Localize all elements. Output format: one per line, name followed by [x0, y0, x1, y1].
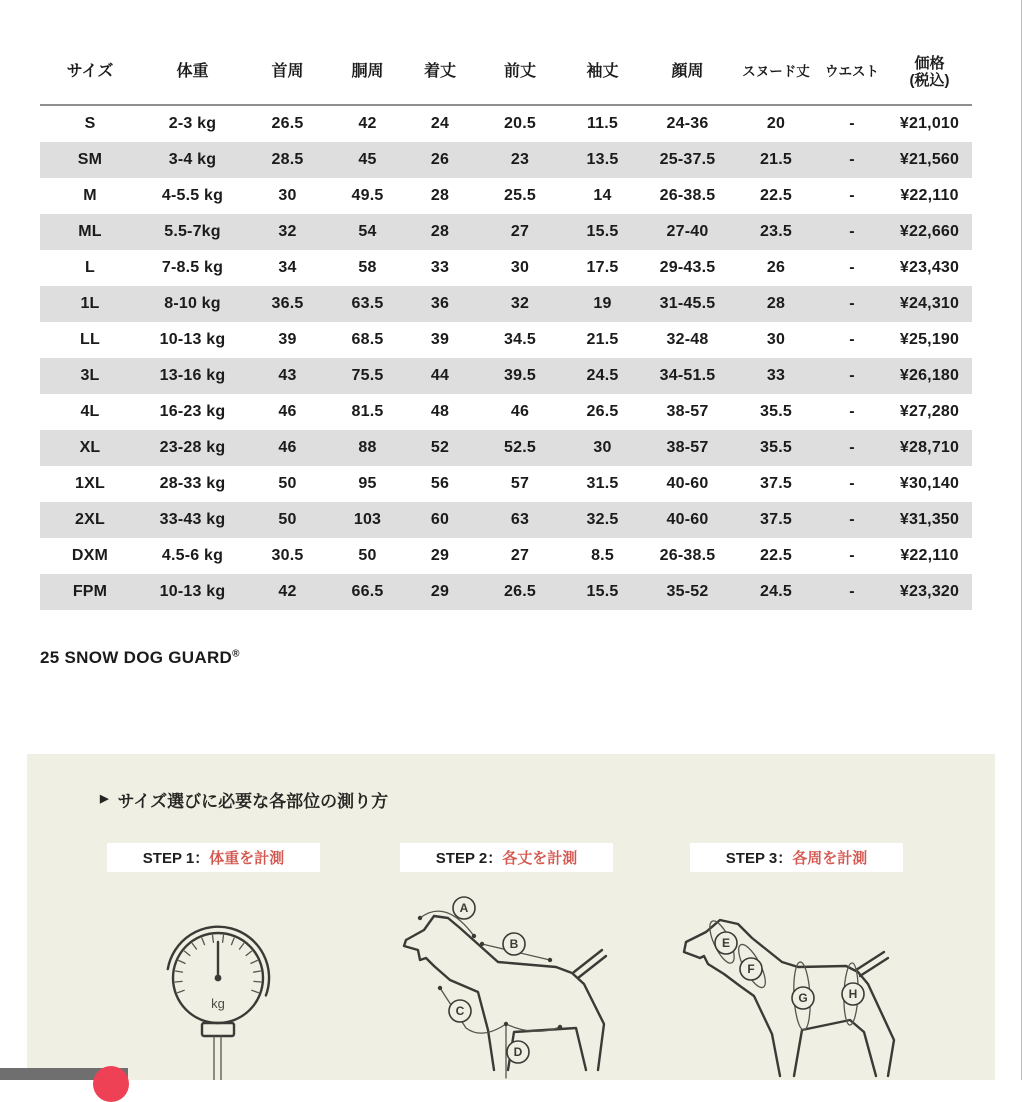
table-cell: 27 [510, 547, 530, 564]
table-cell: 30 [593, 439, 612, 456]
table-cell: 1XL [75, 475, 105, 492]
table-cell: S [84, 115, 96, 132]
table-cell: 39 [278, 331, 297, 348]
table-cell: - [849, 259, 855, 276]
table-cell: 34-51.5 [659, 367, 716, 384]
table-cell: 25-37.5 [659, 151, 716, 168]
table-cell: 81.5 [351, 403, 384, 420]
dog-girth-diagram [670, 890, 970, 1080]
table-row [40, 430, 972, 466]
table-cell: 27 [510, 223, 530, 240]
table-cell: 10-13 kg [159, 331, 226, 348]
table-cell: 32-48 [666, 331, 709, 348]
scale-tick [231, 938, 234, 944]
table-cell: 35.5 [760, 403, 792, 420]
measure-dot [438, 986, 442, 990]
table-cell: ¥23,320 [899, 583, 960, 600]
table-cell: - [849, 547, 855, 564]
registered-mark: ® [232, 648, 240, 660]
table-cell: 4L [80, 403, 100, 420]
table-cell: - [849, 475, 855, 492]
table-cell: 24.5 [586, 367, 619, 384]
table-cell: 3-4 kg [168, 151, 217, 168]
table-cell: 28 [430, 187, 450, 204]
scale-tick [246, 951, 251, 955]
measure-dot [480, 942, 484, 946]
table-cell: 23.5 [760, 223, 792, 240]
measure-dot [548, 958, 552, 962]
step3-box [690, 843, 903, 872]
table-cell: ¥22,110 [900, 187, 959, 204]
table-row [40, 214, 972, 250]
table-cell: 26-38.5 [659, 187, 716, 204]
table-cell: 4-5.5 kg [161, 187, 224, 204]
table-row [40, 394, 972, 430]
column-header: 袖丈 [586, 62, 619, 80]
table-cell: 29 [430, 547, 450, 564]
scale-tick [254, 981, 261, 982]
table-cell: 15.5 [586, 223, 619, 240]
scale-tick [175, 981, 182, 982]
scale-tick [254, 971, 261, 972]
step1-desc: 体重を計測 [209, 850, 285, 867]
step2-box [400, 843, 613, 872]
step1-label: STEP 1： [142, 850, 210, 867]
table-cell: 50 [278, 511, 297, 528]
table-cell: 30 [510, 259, 530, 276]
scale-tick [251, 961, 257, 964]
table-cell: 46 [510, 403, 530, 420]
table-cell: ¥25,190 [899, 331, 960, 348]
table-cell: 22.5 [760, 547, 792, 564]
scale-tick [178, 990, 185, 992]
dog-tail [856, 952, 888, 976]
table-cell: - [849, 583, 855, 600]
table-cell: 58 [358, 259, 377, 276]
table-cell: 35.5 [760, 439, 792, 456]
table-cell: 75.5 [351, 367, 384, 384]
table-cell: - [849, 187, 855, 204]
table-cell: 11.5 [586, 115, 619, 132]
table-cell: 34.5 [504, 331, 536, 348]
table-cell: 28.5 [271, 151, 304, 168]
label-e: E [721, 936, 731, 950]
table-cell: 21.5 [586, 331, 619, 348]
table-cell: ¥27,280 [899, 403, 960, 420]
table-cell: DXM [71, 547, 109, 564]
table-cell: 42 [278, 583, 297, 600]
table-row [40, 538, 972, 574]
table-cell: 39 [430, 331, 450, 348]
table-cell: FPM [72, 583, 108, 600]
table-cell: ¥21,010 [899, 115, 960, 132]
table-cell: - [849, 403, 855, 420]
table-cell: 46 [278, 439, 297, 456]
table-cell: 26.5 [271, 115, 304, 132]
column-header: 着丈 [423, 62, 456, 80]
table-cell: 10-13 kg [159, 583, 226, 600]
table-cell: ¥28,710 [899, 439, 960, 456]
table-cell: 37.5 [760, 511, 792, 528]
label-h: H [848, 987, 858, 1001]
table-cell: ¥22,660 [899, 223, 960, 240]
table-cell: L [85, 259, 95, 276]
table-cell: 33 [766, 367, 786, 384]
table-cell: 32 [510, 295, 530, 312]
table-cell: 16-23 kg [159, 403, 226, 420]
table-cell: 25.5 [504, 187, 536, 204]
table-cell: 23 [510, 151, 530, 168]
table-cell: ¥31,350 [899, 511, 960, 528]
table-cell: SM [77, 151, 103, 168]
product-caption-text: 25 SNOW DOG GUARD [40, 648, 233, 667]
scale-tick [202, 938, 205, 944]
size-chart-header [40, 40, 972, 105]
table-cell: - [849, 151, 855, 168]
dog-tail [574, 950, 606, 978]
table-cell: 27-40 [666, 223, 709, 240]
table-cell: - [849, 439, 855, 456]
table-cell: 4.5-6 kg [161, 547, 224, 564]
table-cell: 20 [766, 115, 786, 132]
table-cell: 50 [358, 547, 377, 564]
scale-tick [252, 990, 259, 992]
table-row [40, 358, 972, 394]
scale-tick [213, 935, 214, 942]
table-cell: 33-43 kg [159, 511, 226, 528]
scale-base [202, 1023, 234, 1036]
column-header: 体重 [176, 62, 209, 80]
scale-unit-label: kg [211, 996, 225, 1011]
table-cell: - [849, 115, 855, 132]
scale-tick [239, 944, 243, 950]
dog-length-diagram [390, 880, 690, 1080]
table-cell: 31-45.5 [659, 295, 716, 312]
table-cell: 3L [80, 367, 100, 384]
table-cell: 57 [510, 475, 530, 492]
table-cell: 46 [278, 403, 297, 420]
table-cell: 60 [430, 511, 450, 528]
table-cell: 103 [353, 511, 382, 528]
table-cell: 24 [430, 115, 450, 132]
column-header: スヌード丈 [742, 64, 810, 80]
table-cell: ¥21,560 [899, 151, 960, 168]
step3-label: STEP 3： [725, 850, 793, 867]
product-caption [40, 648, 240, 668]
table-cell: 5.5-7kg [164, 223, 221, 240]
table-cell: 2-3 kg [168, 115, 217, 132]
table-cell: 26 [766, 259, 786, 276]
table-cell: 21.5 [760, 151, 792, 168]
scale-tick [192, 944, 196, 950]
table-cell: 30.5 [271, 547, 304, 564]
table-cell: 40-60 [666, 511, 709, 528]
table-cell: 29-43.5 [659, 259, 716, 276]
table-cell: 56 [430, 475, 450, 492]
table-cell: 26-38.5 [659, 547, 716, 564]
table-cell: 26.5 [586, 403, 619, 420]
table-cell: 36.5 [271, 295, 304, 312]
table-row [40, 105, 972, 142]
table-cell: 50 [278, 475, 297, 492]
table-cell: 30 [278, 187, 297, 204]
table-cell: 31.5 [586, 475, 619, 492]
table-cell: 33 [430, 259, 450, 276]
page-right-border [1021, 0, 1022, 1080]
step1-box [107, 843, 320, 872]
table-cell: 45 [358, 151, 377, 168]
table-cell: 34 [278, 259, 297, 276]
measure-dot [558, 1025, 562, 1029]
scale-tick [179, 961, 185, 964]
table-row [40, 142, 972, 178]
size-chart-table [40, 40, 972, 610]
weight-scale-illustration [130, 895, 310, 1080]
table-row [40, 178, 972, 214]
table-cell: - [849, 331, 855, 348]
step3-desc: 各周を計測 [792, 850, 868, 867]
table-cell: 19 [593, 295, 612, 312]
table-row [40, 574, 972, 610]
table-cell: 7-8.5 kg [161, 259, 224, 276]
table-cell: - [849, 367, 855, 384]
measure-dot [418, 916, 422, 920]
scale-tick [176, 971, 183, 972]
table-row [40, 502, 972, 538]
table-row [40, 250, 972, 286]
table-cell: 22.5 [760, 187, 792, 204]
table-cell: 13-16 kg [159, 367, 226, 384]
table-cell: 15.5 [586, 583, 619, 600]
table-cell: 24-36 [666, 115, 709, 132]
table-cell: 40-60 [666, 475, 709, 492]
table-cell: M [83, 187, 97, 204]
table-cell: 14 [593, 187, 612, 204]
table-cell: 54 [358, 223, 377, 240]
red-badge-icon[interactable] [93, 1066, 129, 1102]
table-cell: 30 [766, 331, 786, 348]
table-cell: 63 [510, 511, 530, 528]
table-cell: 20.5 [504, 115, 536, 132]
table-cell: ¥24,310 [899, 295, 960, 312]
table-cell: 38-57 [666, 439, 709, 456]
table-cell: ¥22,110 [900, 547, 959, 564]
table-cell: ML [78, 223, 102, 240]
step2-desc: 各丈を計測 [502, 850, 578, 867]
table-cell: 35-52 [666, 583, 709, 600]
table-cell: 28 [766, 295, 786, 312]
table-cell: 38-57 [666, 403, 709, 420]
table-cell: 66.5 [351, 583, 384, 600]
column-header: 価格 (税込) [909, 54, 950, 89]
column-header: 前丈 [503, 62, 536, 80]
table-cell: 28-33 kg [159, 475, 226, 492]
column-header: 首周 [271, 62, 304, 80]
table-cell: 88 [358, 439, 377, 456]
table-cell: ¥30,140 [899, 475, 960, 492]
table-cell: 36 [430, 295, 450, 312]
table-row [40, 286, 972, 322]
table-cell: 13.5 [586, 151, 619, 168]
table-cell: 39.5 [504, 367, 536, 384]
size-table-header-row [40, 40, 972, 105]
label-f: F [747, 962, 755, 976]
table-cell: ¥26,180 [899, 367, 960, 384]
label-g: G [798, 991, 808, 1005]
triangle-bullet-icon: ▶ [100, 793, 109, 805]
column-header: 顔周 [671, 62, 704, 80]
table-cell: 49.5 [351, 187, 384, 204]
size-table-body [40, 105, 972, 610]
table-cell: 63.5 [351, 295, 384, 312]
table-cell: 43 [278, 367, 297, 384]
table-cell: 68.5 [351, 331, 384, 348]
column-header: ウエスト [825, 64, 879, 80]
table-cell: 26.5 [504, 583, 536, 600]
table-cell: 48 [430, 403, 450, 420]
column-header: サイズ [66, 62, 114, 80]
table-cell: 42 [358, 115, 377, 132]
label-b: B [509, 937, 519, 951]
table-cell: 32.5 [586, 511, 619, 528]
label-a: A [459, 901, 469, 915]
table-cell: 24.5 [760, 583, 792, 600]
label-d: D [513, 1045, 523, 1059]
column-header: 胴周 [351, 62, 384, 80]
table-cell: 8.5 [591, 547, 614, 564]
table-cell: 52.5 [504, 439, 536, 456]
measure-dot [472, 934, 476, 938]
scale-tick [184, 951, 189, 955]
table-cell: - [849, 295, 855, 312]
table-cell: ¥23,430 [899, 259, 960, 276]
scale-needle-pivot [215, 975, 222, 982]
measuring-guide-panel [27, 754, 995, 1080]
measure-dot [504, 1022, 508, 1026]
table-cell: 44 [430, 367, 450, 384]
table-cell: - [849, 511, 855, 528]
table-cell: 29 [430, 583, 450, 600]
guide-heading-text: サイズ選びに必要な各部位の測り方 [117, 792, 389, 811]
table-cell: 95 [358, 475, 377, 492]
table-cell: 17.5 [586, 259, 619, 276]
guide-heading [100, 787, 388, 812]
table-row [40, 322, 972, 358]
table-row [40, 466, 972, 502]
table-cell: XL [79, 439, 101, 456]
table-cell: - [849, 223, 855, 240]
table-cell: 2XL [75, 511, 105, 528]
label-c: C [455, 1004, 465, 1018]
scale-tick [223, 935, 224, 942]
table-cell: 28 [430, 223, 450, 240]
table-cell: 52 [430, 439, 450, 456]
table-cell: 23-28 kg [159, 439, 226, 456]
table-cell: 1L [80, 295, 100, 312]
table-cell: 26 [430, 151, 450, 168]
step2-label: STEP 2： [435, 850, 503, 867]
table-cell: 37.5 [760, 475, 792, 492]
table-cell: 32 [278, 223, 297, 240]
table-cell: 8-10 kg [164, 295, 221, 312]
table-cell: LL [80, 331, 100, 348]
